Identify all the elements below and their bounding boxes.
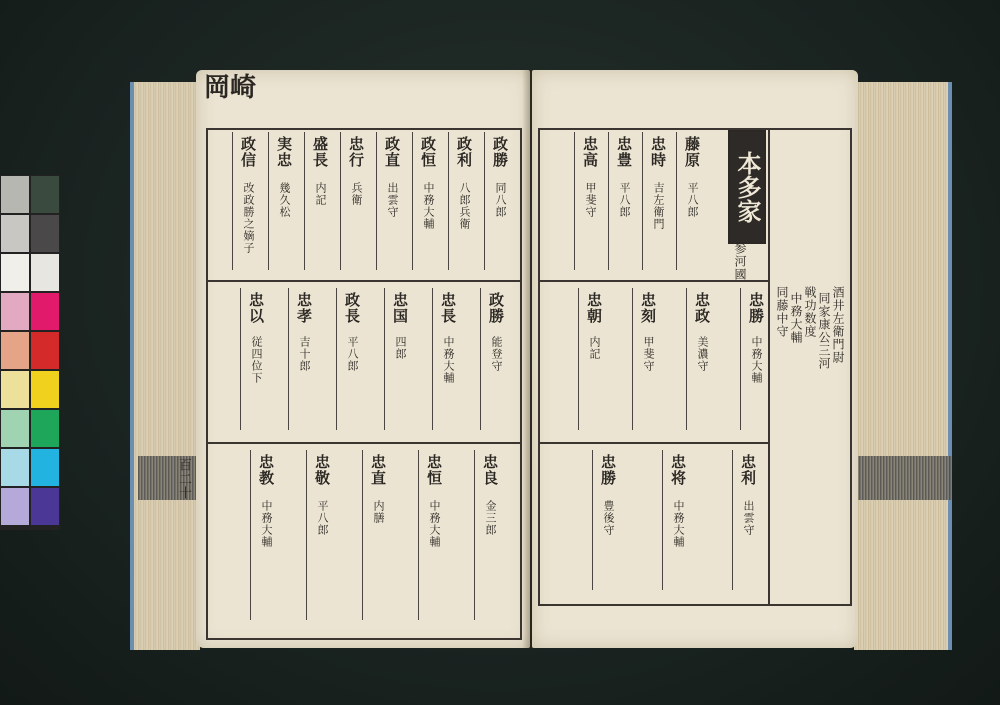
column-rule [362,450,363,620]
register-name: 藤原 [683,136,701,168]
right-page [532,70,858,648]
color-swatch [30,409,60,448]
register-annotation: 中務大輔 [672,500,685,548]
register-name: 政信 [239,136,257,168]
register-name: 政勝 [487,292,505,324]
running-head: 岡崎 [204,73,257,103]
register-annotation: 美濃守 [696,336,709,372]
register-name: 忠政 [693,292,711,324]
register-name: 忠教 [257,454,275,486]
register-annotation: 中務大輔 [428,500,441,548]
column-rule [412,132,413,270]
side-text-line: 中務大輔 [789,292,803,344]
left-page-edges [130,82,200,650]
column-rule [740,288,741,430]
register-name: 政長 [343,292,361,324]
register-name: 忠恒 [425,454,443,486]
column-rule [632,288,633,430]
house-title-cartouche: 本多家 [728,130,766,244]
color-swatch [0,292,30,331]
color-swatch [30,175,60,214]
register-annotation: 平八郎 [618,182,631,218]
column-rule [232,132,233,270]
register-name: 政勝 [491,136,509,168]
register-name: 忠勝 [747,292,765,324]
register-name: 忠高 [581,136,599,168]
register-name: 政直 [383,136,401,168]
register-name: 忠敬 [313,454,331,486]
column-rule [306,450,307,620]
color-swatch [0,487,30,526]
register-name: 実忠 [275,136,293,168]
register-name: 忠直 [369,454,387,486]
column-rule [288,288,289,430]
color-checker-card [0,175,60,530]
color-swatch [0,175,30,214]
register-name: 忠時 [649,136,667,168]
register-annotation: 出雲守 [386,182,399,218]
side-text-line: 同家康公三河 [817,292,831,370]
register-annotation: 改政勝之嫡子 [242,182,255,254]
color-swatch [30,214,60,253]
register-annotation: 八郎兵衛 [458,182,471,230]
register-annotation: 同八郎 [494,182,507,218]
column-rule [240,288,241,430]
column-rule [608,132,609,270]
register-name: 盛長 [311,136,329,168]
color-swatch [30,448,60,487]
register-name: 忠豊 [615,136,633,168]
side-text-line: 酒井左衛門尉 [831,286,845,364]
column-rule [662,450,663,590]
left-divider-1 [206,280,520,282]
column-rule [376,132,377,270]
column-rule [448,132,449,270]
register-name: 忠刻 [639,292,657,324]
column-rule [268,132,269,270]
register-annotation: 中務大輔 [750,336,763,384]
left-page [176,70,530,648]
folio: 百二十 [176,458,191,500]
register-name: 政恒 [419,136,437,168]
register-annotation: 四郎 [394,336,407,360]
register-annotation: 中務大輔 [260,500,273,548]
column-rule [384,288,385,430]
register-annotation: 金三郎 [484,500,497,536]
column-rule [480,288,481,430]
right-edge-ink-mark [856,456,952,500]
column-rule [250,450,251,620]
column-rule [474,450,475,620]
column-rule [592,450,593,590]
register-annotation: 兵衛 [350,182,363,206]
column-rule [686,288,687,430]
register-name: 忠利 [739,454,757,486]
column-rule [340,132,341,270]
color-swatch [0,331,30,370]
register-annotation: 平八郎 [346,336,359,372]
color-swatch [0,409,30,448]
register-name: 忠勝 [599,454,617,486]
side-text-line: 戦功数度 [803,286,817,338]
register-annotation: 中務大輔 [442,336,455,384]
register-name: 忠行 [347,136,365,168]
column-rule [732,450,733,590]
open-book [130,68,952,653]
left-divider-2 [206,442,520,444]
column-rule [432,288,433,430]
register-name: 忠以 [247,292,265,324]
register-annotation: 幾久松 [278,182,291,218]
register-annotation: 吉左衛門 [652,182,665,230]
register-name: 政利 [455,136,473,168]
register-annotation: 吉十郎 [298,336,311,372]
register-annotation: 内記 [314,182,327,206]
column-rule [574,132,575,270]
house-subtitle: 参河國 [733,242,747,281]
register-annotation: 平八郎 [316,500,329,536]
color-swatch [30,370,60,409]
register-annotation: 中務大輔 [422,182,435,230]
register-name: 忠将 [669,454,687,486]
register-annotation: 内記 [588,336,601,360]
register-annotation: 能登守 [490,336,503,372]
color-swatch [30,292,60,331]
register-annotation: 出雲守 [742,500,755,536]
right-page-edges [854,82,952,650]
color-swatch [30,331,60,370]
register-annotation: 豊後守 [602,500,615,536]
column-rule [304,132,305,270]
right-divider-2 [538,442,768,444]
register-annotation: 平八郎 [686,182,699,218]
column-rule [418,450,419,620]
color-swatch [0,253,30,292]
register-annotation: 内膳 [372,500,385,524]
register-name: 忠国 [391,292,409,324]
register-name: 忠良 [481,454,499,486]
register-annotation: 甲斐守 [584,182,597,218]
color-swatch [0,214,30,253]
register-name: 忠長 [439,292,457,324]
column-rule [676,132,677,270]
register-name: 忠朝 [585,292,603,324]
color-swatch [0,370,30,409]
color-swatch [0,448,30,487]
column-rule [642,132,643,270]
column-rule [484,132,485,270]
side-text-line: 同藤中守 [775,286,789,338]
right-column-divider [768,128,770,604]
column-rule [578,288,579,430]
color-swatch [30,487,60,526]
register-annotation: 甲斐守 [642,336,655,372]
column-rule [336,288,337,430]
color-swatch [30,253,60,292]
register-annotation: 従四位下 [250,336,263,384]
register-name: 忠孝 [295,292,313,324]
